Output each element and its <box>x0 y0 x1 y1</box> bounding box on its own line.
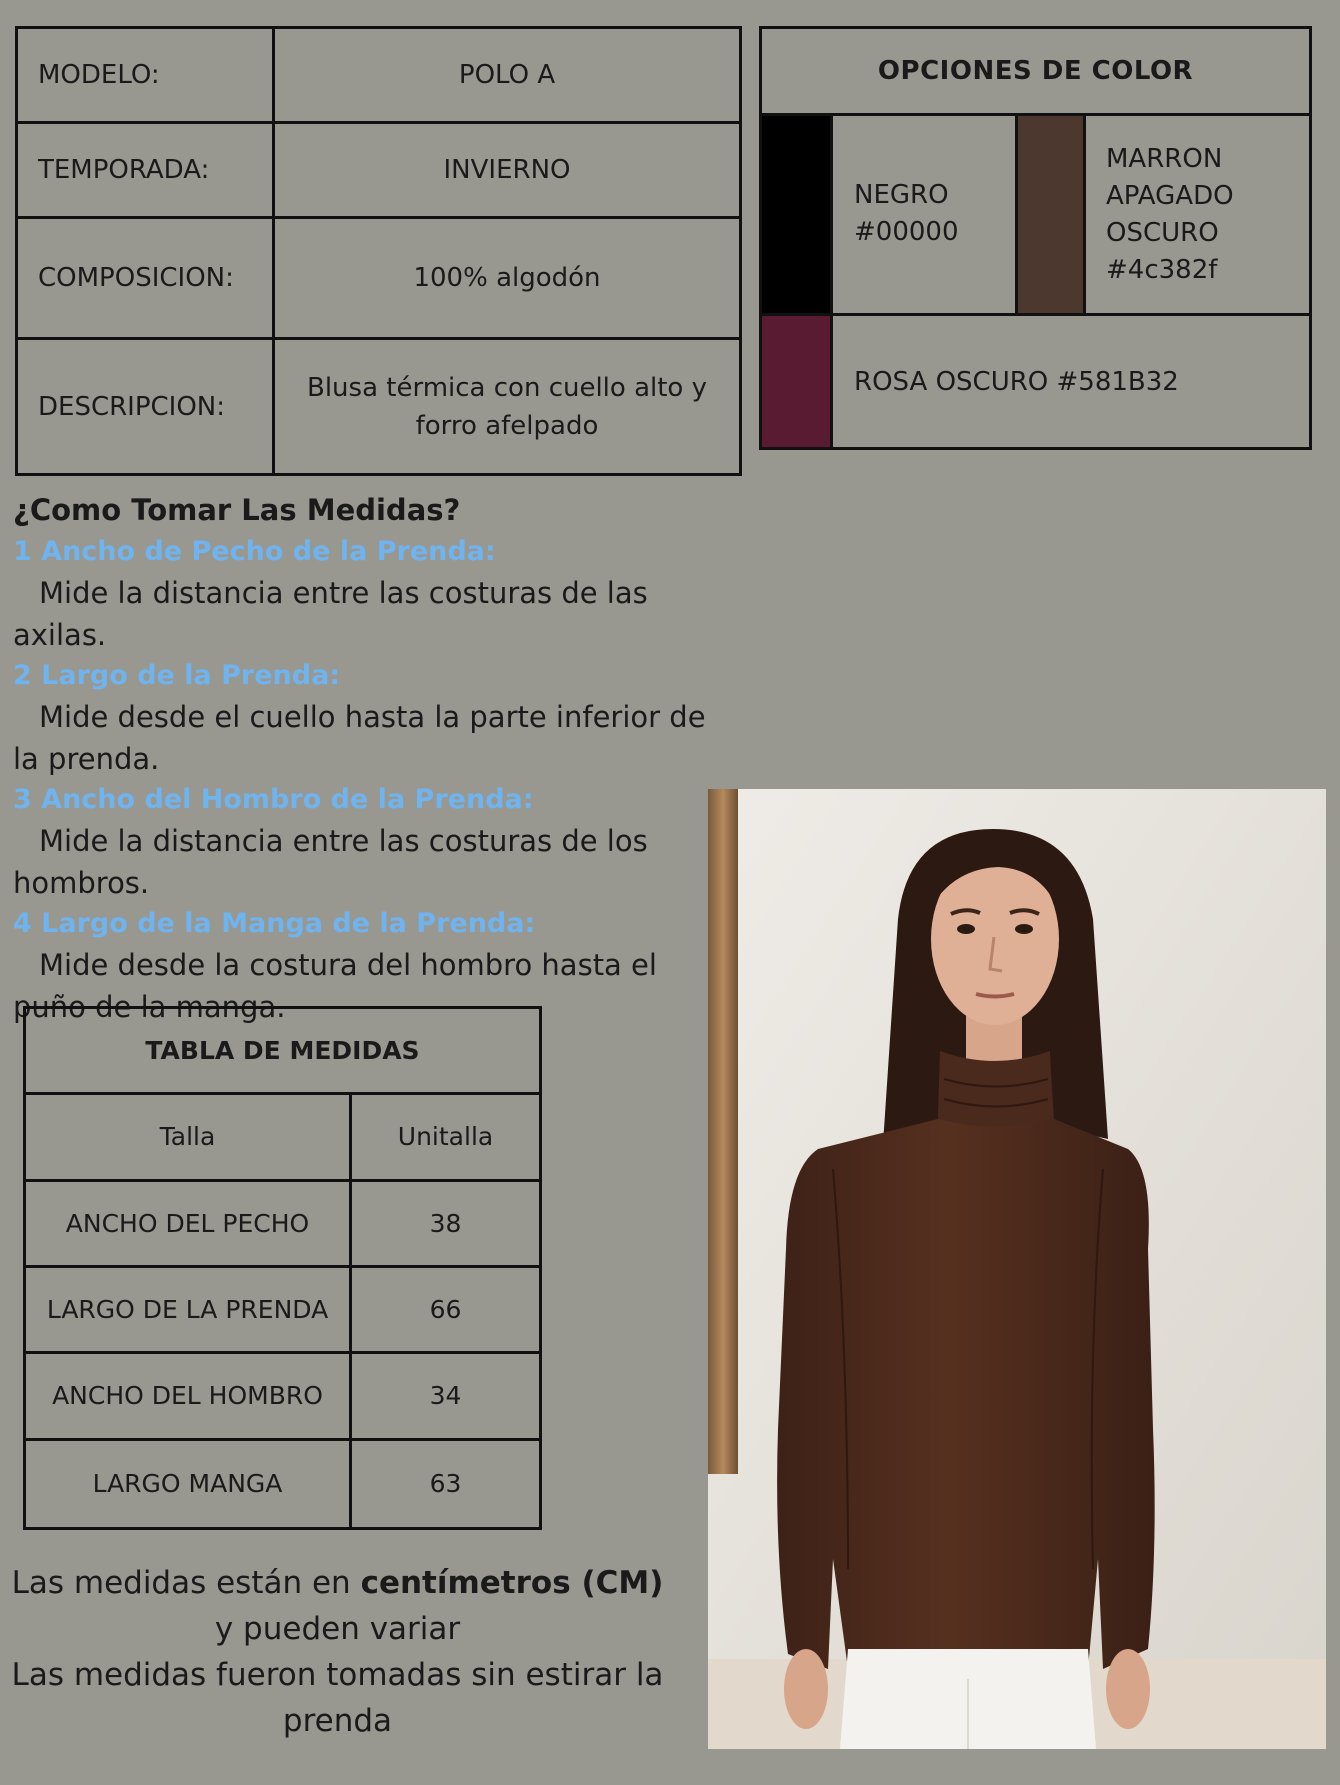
size-table <box>23 1006 542 1530</box>
size-row-value: 63 <box>429 1469 462 1499</box>
note-unit-bold: centímetros (CM) <box>360 1565 664 1601</box>
size-row-label: ANCHO DEL HOMBRO <box>26 1354 352 1440</box>
size-header-unitalla: Unitalla <box>352 1095 539 1181</box>
color-name-brown-1: MARRON <box>1106 144 1223 174</box>
color-options-title: OPCIONES DE COLOR <box>762 29 1309 116</box>
color-swatch-black <box>762 116 833 313</box>
note-text: y pueden variar <box>214 1611 461 1647</box>
value-modelo: POLO A <box>275 29 739 124</box>
step-4-title: 4 Largo de la Manga de la Prenda: <box>13 908 536 939</box>
color-swatch-rose <box>762 316 833 447</box>
product-info-table <box>15 26 742 476</box>
size-row-value: 38 <box>352 1182 539 1268</box>
color-label-black <box>854 177 959 251</box>
size-table-title: TABLA DE MEDIDAS <box>26 1009 539 1095</box>
color-code-brown: #4c382f <box>1106 255 1218 285</box>
color-name-black: NEGRO <box>854 180 949 210</box>
step-1-title: 1 Ancho de Pecho de la Prenda: <box>13 536 496 567</box>
size-row-value: 34 <box>352 1354 539 1440</box>
measuring-guide <box>13 490 733 1028</box>
note-text: Las medidas están en <box>11 1565 361 1601</box>
color-name-brown-2: APAGADO <box>1106 181 1234 211</box>
color-code-black: #00000 <box>854 217 959 247</box>
step-4-desc: Mide desde la costura del hombro hasta el puño de la manga. <box>13 948 657 1024</box>
color-row-1 <box>762 116 1309 316</box>
value-temporada: INVIERNO <box>275 124 739 219</box>
step-2-desc: Mide desde el cuello hasta la parte inferior de la prenda. <box>13 700 706 776</box>
color-swatch-brown <box>1015 116 1086 313</box>
size-row-value: 66 <box>352 1268 539 1354</box>
color-label-brown <box>1106 141 1234 289</box>
note-line-1 <box>0 1560 675 1652</box>
label-composicion: COMPOSICION: <box>18 219 275 340</box>
label-modelo: MODELO: <box>18 29 275 124</box>
color-label-rose: ROSA OSCURO #581B32 <box>854 367 1179 397</box>
size-row-label: ANCHO DEL PECHO <box>26 1182 352 1268</box>
note-line-2: Las medidas fueron tomadas sin estirar la prenda <box>11 1657 664 1739</box>
measurement-note <box>0 1560 675 1744</box>
label-temporada: TEMPORADA: <box>18 124 275 219</box>
model-illustration <box>708 789 1326 1749</box>
size-row-label: LARGO MANGA <box>26 1441 352 1527</box>
value-composicion: 100% algodón <box>275 219 739 340</box>
step-1-desc: Mide la distancia entre las costuras de las axilas. <box>13 576 648 652</box>
size-header-talla: Talla <box>26 1095 352 1181</box>
size-row-label: LARGO DE LA PRENDA <box>26 1268 352 1354</box>
step-2-title: 2 Largo de la Prenda: <box>13 660 341 691</box>
color-row-2 <box>762 316 1309 447</box>
product-photo <box>708 789 1326 1749</box>
value-descripcion: Blusa térmica con cuello alto y forro afelpado <box>307 372 707 441</box>
step-3-title: 3 Ancho del Hombro de la Prenda: <box>13 784 534 815</box>
label-descripcion: DESCRIPCION: <box>18 340 275 473</box>
color-options-table <box>759 26 1312 450</box>
measuring-guide-heading: ¿Como Tomar Las Medidas? <box>13 493 461 527</box>
color-name-brown-3: OSCURO <box>1106 218 1219 248</box>
step-3-desc: Mide la distancia entre las costuras de los hombros. <box>13 824 648 900</box>
